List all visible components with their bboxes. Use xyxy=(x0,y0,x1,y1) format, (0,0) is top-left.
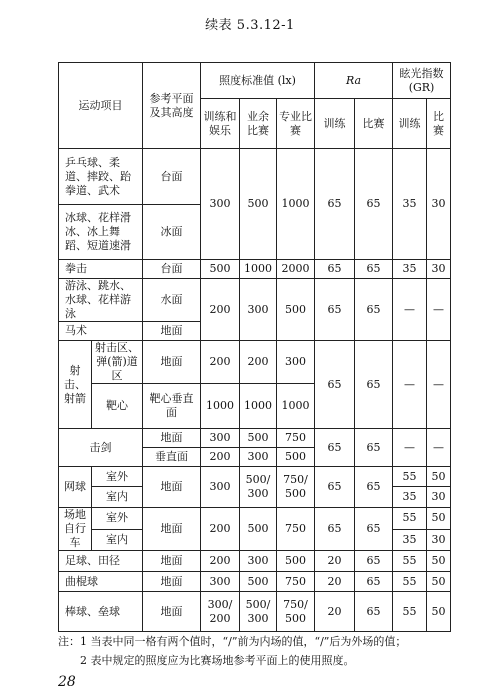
value-cell: 65 xyxy=(315,508,355,551)
value-cell: 500 xyxy=(201,260,240,279)
table-caption: 续表 5.3.12-1 xyxy=(205,18,295,33)
sub-cell: 室内 xyxy=(92,487,143,508)
value-cell: 500 xyxy=(240,572,277,592)
sport-cell: 足球、田径 xyxy=(59,551,143,572)
value-cell: 750 xyxy=(277,572,315,592)
value-cell: — xyxy=(427,429,451,467)
table-row xyxy=(59,592,451,632)
value-cell: 1000 xyxy=(240,260,277,279)
value-cell: 500 xyxy=(277,448,315,467)
value-cell: 55 xyxy=(393,572,427,592)
value-cell: 750 xyxy=(277,508,315,551)
value-cell: 35 xyxy=(393,149,427,260)
value-cell: 65 xyxy=(315,341,355,429)
value-cell: — xyxy=(427,341,451,429)
header-glare: 眩光指数(GR) xyxy=(393,63,451,99)
plane-cell: 地面 xyxy=(143,508,201,551)
value-cell: 65 xyxy=(355,508,393,551)
value-cell: 750/ 500 xyxy=(277,592,315,632)
header-plane: 参考平面及其高度 xyxy=(143,63,201,149)
value-cell: 50 xyxy=(427,467,451,487)
sport-cell: 拳击 xyxy=(59,260,143,279)
illuminance-table xyxy=(58,62,451,632)
value-cell: 200 xyxy=(201,448,240,467)
value-cell: 55 xyxy=(393,551,427,572)
value-cell: 1000 xyxy=(277,384,315,429)
header-ra-train: 训练 xyxy=(315,99,355,149)
value-cell: 65 xyxy=(355,551,393,572)
value-cell: 500/ 300 xyxy=(240,592,277,632)
value-cell: 55 xyxy=(393,592,427,632)
value-cell: 65 xyxy=(355,341,393,429)
zone-cell: 靶心 xyxy=(92,384,143,429)
value-cell: 500 xyxy=(240,149,277,260)
header-amateur: 业余比赛 xyxy=(240,99,277,149)
value-cell: 50 xyxy=(427,592,451,632)
header-train-ent: 训练和娱乐 xyxy=(201,99,240,149)
value-cell: 300/ 200 xyxy=(201,592,240,632)
value-cell: 300 xyxy=(201,572,240,592)
value-cell: 65 xyxy=(315,429,355,467)
value-cell: — xyxy=(393,341,427,429)
value-cell: 30 xyxy=(427,487,451,508)
table-row xyxy=(59,508,451,530)
value-cell: 200 xyxy=(240,341,277,384)
sub-cell: 室外 xyxy=(92,467,143,487)
plane-cell: 地面 xyxy=(143,572,201,592)
value-cell: 65 xyxy=(355,149,393,260)
value-cell: 30 xyxy=(427,149,451,260)
value-cell: 500 xyxy=(240,429,277,448)
value-cell: 20 xyxy=(315,572,355,592)
value-cell: 300 xyxy=(240,279,277,341)
value-cell: 65 xyxy=(315,279,355,341)
plane-cell: 地面 xyxy=(143,429,201,448)
value-cell: 1000 xyxy=(240,384,277,429)
page-number: 28 xyxy=(58,674,76,690)
plane-cell: 台面 xyxy=(143,149,201,205)
table-row xyxy=(59,467,451,487)
sport-cell: 网球 xyxy=(59,467,92,508)
value-cell: 500 xyxy=(240,508,277,551)
value-cell: 50 xyxy=(427,551,451,572)
header-gr-train: 训练 xyxy=(393,99,427,149)
value-cell: 65 xyxy=(355,572,393,592)
value-cell: 500 xyxy=(277,279,315,341)
value-cell: 750 xyxy=(277,429,315,448)
value-cell: 500/ 300 xyxy=(240,467,277,508)
value-cell: 50 xyxy=(427,572,451,592)
sport-cell: 场地自行车 xyxy=(59,508,92,551)
plane-cell: 地面 xyxy=(143,467,201,508)
value-cell: 200 xyxy=(201,508,240,551)
value-cell: 65 xyxy=(355,467,393,508)
header-pro: 专业比赛 xyxy=(277,99,315,149)
sub-cell: 室内 xyxy=(92,529,143,551)
value-cell: 20 xyxy=(315,551,355,572)
value-cell: 200 xyxy=(201,279,240,341)
value-cell: 300 xyxy=(201,429,240,448)
header-sport: 运动项目 xyxy=(59,63,143,149)
value-cell: 1000 xyxy=(201,384,240,429)
value-cell: 35 xyxy=(393,487,427,508)
value-cell: 35 xyxy=(393,260,427,279)
plane-cell: 台面 xyxy=(143,260,201,279)
value-cell: 65 xyxy=(315,260,355,279)
value-cell: 55 xyxy=(393,508,427,530)
table-row xyxy=(59,149,451,205)
plane-cell: 冰面 xyxy=(143,205,201,260)
value-cell: 30 xyxy=(427,260,451,279)
header-gr-match: 比赛 xyxy=(427,99,451,149)
plane-cell: 水面 xyxy=(143,279,201,322)
value-cell: 65 xyxy=(315,149,355,260)
plane-cell: 垂直面 xyxy=(143,448,201,467)
value-cell: 500 xyxy=(277,551,315,572)
table-row xyxy=(59,341,451,384)
value-cell: 200 xyxy=(201,341,240,384)
sport-cell: 棒球、垒球 xyxy=(59,592,143,632)
value-cell: 30 xyxy=(427,529,451,551)
value-cell: 200 xyxy=(201,551,240,572)
table-row xyxy=(59,260,451,279)
value-cell: 65 xyxy=(355,429,393,467)
value-cell: 65 xyxy=(315,467,355,508)
value-cell: 750/ 500 xyxy=(277,467,315,508)
plane-cell: 地面 xyxy=(143,341,201,384)
value-cell: 50 xyxy=(427,508,451,530)
header-ra-match: 比赛 xyxy=(355,99,393,149)
note-1: 注：1 当表中同一格有两个值时，“/”前为内场的值，“/”后为外场的值； xyxy=(58,635,407,648)
table-notes xyxy=(58,632,458,670)
value-cell: 55 xyxy=(393,467,427,487)
value-cell: 35 xyxy=(393,529,427,551)
sport-cell: 乒乓球、柔道、摔跤、跆拳道、武术 xyxy=(59,149,143,205)
table-row xyxy=(59,429,451,448)
value-cell: 300 xyxy=(201,149,240,260)
value-cell: 20 xyxy=(315,592,355,632)
value-cell: 300 xyxy=(240,448,277,467)
table-row xyxy=(59,572,451,592)
plane-cell: 地面 xyxy=(143,551,201,572)
value-cell: — xyxy=(427,279,451,341)
plane-cell: 地面 xyxy=(143,592,201,632)
table-row xyxy=(59,279,451,322)
value-cell: 1000 xyxy=(277,149,315,260)
plane-cell: 地面 xyxy=(143,322,201,341)
plane-cell: 靶心垂直面 xyxy=(143,384,201,429)
zone-cell: 射击区、弹(箭)道区 xyxy=(92,341,143,384)
sport-cell: 冰球、花样滑冰、冰上舞蹈、短道速滑 xyxy=(59,205,143,260)
sport-cell: 射击、射箭 xyxy=(59,341,92,429)
sport-cell: 游泳、跳水、水球、花样游泳 xyxy=(59,279,143,322)
value-cell: 2000 xyxy=(277,260,315,279)
value-cell: 65 xyxy=(355,260,393,279)
note-2: 2 表中规定的照度应为比赛场地参考平面上的使用照度。 xyxy=(80,654,355,667)
value-cell: — xyxy=(393,429,427,467)
sub-cell: 室外 xyxy=(92,508,143,530)
sport-cell: 马术 xyxy=(59,322,143,341)
value-cell: 300 xyxy=(201,467,240,508)
value-cell: 300 xyxy=(277,341,315,384)
value-cell: — xyxy=(393,279,427,341)
header-ra: Ra xyxy=(315,63,393,99)
value-cell: 300 xyxy=(240,551,277,572)
sport-cell: 击剑 xyxy=(59,429,143,467)
sport-cell: 曲棍球 xyxy=(59,572,143,592)
table-row xyxy=(59,551,451,572)
value-cell: 65 xyxy=(355,592,393,632)
value-cell: 65 xyxy=(355,279,393,341)
header-illuminance: 照度标准值 (lx) xyxy=(201,63,315,99)
